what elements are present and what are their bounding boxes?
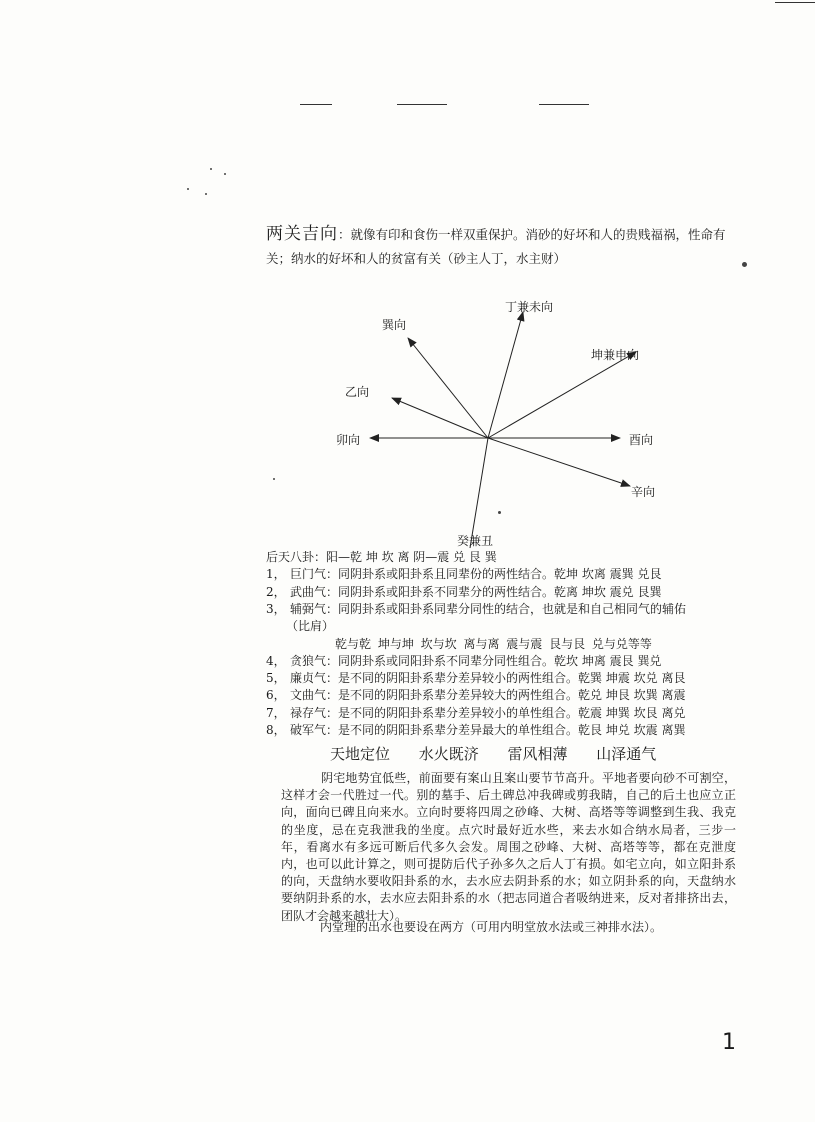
page-number: 1	[722, 1030, 736, 1055]
qi-item-6	[266, 687, 685, 704]
body-paragraph: 阴宅地势宜低些，前面要有案山且案山要节节高升。平地者要向砂不可割空，这样才会一代胜过一代。别的墓手、后土碑总冲我碑或剪我睛，自己的后土也应立正向，面向已碑且向来水。立向时要将四周之砂峰、大树、高塔等等调整到生我、我克的坐度，忌在克我泄我的坐度。点穴时最好近水些，来去水如合纳水局者，三步一年，看离水有多远可断后代多久会发。周围之砂峰、大树、高塔等等，都在克泄度内，也可以此计算之，则可提防后代子孙多久之后人丁有损。如宅立向，如立阳卦系的向，天盘纳水要收阳卦系的水，去水应去阴卦系的水；如立阴卦系的向，天盘纳水要纳阴卦系的水，去水应去阳卦系的水（把志同道合者吸纳进来，反对者排挤出去，团队才会越来越壮大）。	[281, 771, 736, 923]
item-text: 破军气：是不同的阴阳卦系辈分差异最大的单性组合。乾艮 坤兑 坎震 离巽	[290, 723, 686, 737]
label-gui: 癸兼丑	[457, 534, 494, 548]
intro-text: ：就像有印和食伤一样双重保护。消砂的好坏和人的贵贱福祸，性命有关；纳水的好坏和人的贫富有关（砂主人丁，水主财）	[266, 227, 726, 266]
qi-item-5	[266, 670, 685, 687]
speck	[742, 262, 747, 267]
item-text: 辅弼气：同阴卦系或阳卦系同辈分同性的结合，也就是和自己相同气的辅佑	[290, 602, 687, 616]
qi-item-7	[266, 705, 685, 722]
arrow-xun	[408, 338, 488, 438]
label-xin: 辛向	[631, 485, 656, 499]
top-right-rule	[775, 2, 815, 3]
top-rule-2	[397, 104, 447, 105]
qi-item-1	[266, 566, 661, 583]
qi-item-8	[266, 722, 685, 739]
speck	[224, 173, 226, 175]
item-text: 贪狼气：同阴卦系或同阳卦系不同辈分同性组合。乾坎 坤离 震艮 巽兑	[290, 654, 662, 668]
label-kun: 坤兼申向	[591, 348, 640, 362]
arrow-xin	[488, 438, 630, 486]
four-phrases-heading: 天地定位 水火既济 雷风相薄 山泽通气	[330, 745, 657, 763]
speck	[187, 188, 189, 190]
qi-item-4	[266, 653, 661, 670]
label-xun: 巽向	[382, 318, 407, 332]
speck	[210, 168, 212, 170]
label-you: 酉向	[629, 433, 654, 447]
pairs-line: 乾与乾 坤与坤 坎与坎 离与离 震与震 艮与艮 兑与兑等等	[335, 637, 652, 651]
arrow-kun	[488, 352, 636, 438]
item-number: 2，	[266, 585, 286, 599]
direction-diagram	[320, 290, 680, 550]
item-text: 巨门气：同阴卦系或阳卦系且同辈份的两性结合。乾坤 坎离 震巽 兑艮	[290, 567, 662, 581]
item-text: 禄存气：是不同的阴阳卦系辈分差异较小的单性组合。乾震 坤巽 坎艮 离兑	[290, 706, 686, 720]
label-ding: 丁兼未向	[505, 300, 554, 314]
arrow-yi	[392, 398, 488, 438]
top-rule-1	[300, 104, 332, 105]
qi-item-3-cont: （比肩）	[286, 619, 335, 633]
label-mao: 卯向	[336, 433, 361, 447]
intro-paragraph	[266, 222, 736, 271]
item-number: 4，	[266, 654, 286, 668]
item-number: 1，	[266, 567, 286, 581]
item-text: 文曲气：是不同的阴阳卦系辈分差异较大的两性组合。乾兑 坤艮 坎巽 离震	[290, 688, 686, 702]
last-line: 内堂理的出水也要设在两方（可用内明堂放水法或三神排水法）。	[320, 920, 663, 934]
top-rule-3	[539, 104, 589, 105]
item-text: 武曲气：同阴卦系或阳卦系不同辈分的两性结合。乾离 坤坎 震兑 艮巽	[290, 585, 662, 599]
qi-item-2	[266, 584, 661, 601]
label-yi: 乙向	[345, 385, 370, 399]
qi-item-3	[266, 601, 686, 618]
item-number: 5，	[266, 671, 286, 685]
speck	[205, 193, 207, 195]
item-number: 8，	[266, 723, 286, 737]
bagua-header: 后天八卦：阳—乾 坤 坎 离 阴—震 兑 艮 巽	[266, 550, 497, 564]
item-text: 廉贞气：是不同的阴阳卦系辈分差异较小的两性组合。乾巽 坤震 坎兑 离艮	[290, 671, 686, 685]
item-number: 3，	[266, 602, 286, 616]
item-number: 7，	[266, 706, 286, 720]
speck	[273, 478, 275, 480]
arrow-ding	[488, 312, 523, 438]
item-number: 6，	[266, 688, 286, 702]
intro-title: 两关吉向	[266, 224, 338, 244]
